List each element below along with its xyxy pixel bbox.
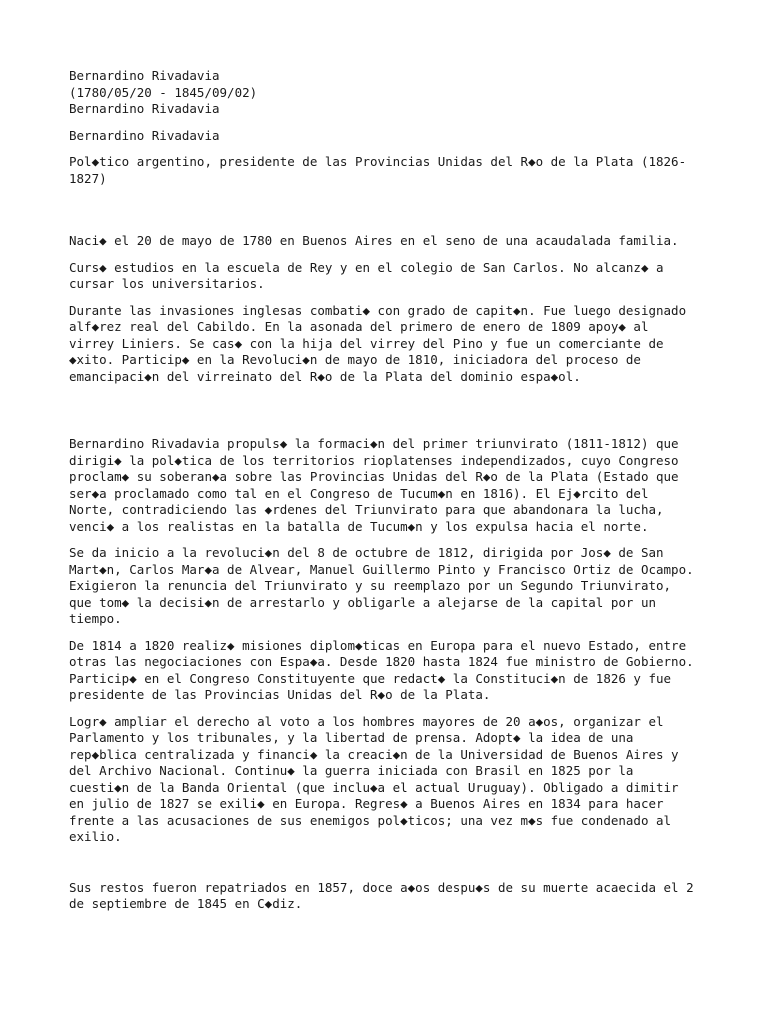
person-name-and-dates <box>69 68 729 118</box>
text-line: Exigieron la renuncia del Triunvirato y su reemplazo por un Segundo Triunvirato, <box>69 578 672 593</box>
text-line: Parlamento y los tribunales, y la libertad de prensa. Adopt◆ la idea de una <box>69 730 634 745</box>
birth-paragraph <box>69 233 729 250</box>
text-line: 1827) <box>69 170 107 186</box>
text-line: Durante las invasiones inglesas combati◆ con grado de capit◆n. Fue luego designado <box>69 302 687 318</box>
text-line: proclam◆ su soberan◆a sobre las Provincias Unidas del R◆o de la Plata (Estado que <box>69 469 679 484</box>
revolution-1812-paragraph <box>69 545 729 628</box>
document-text <box>69 68 729 923</box>
text-line: Sus restos fueron repatriados en 1857, doce a◆os despu◆s de su muerte acaecida el 2 <box>69 879 694 895</box>
remains-repatriation-paragraph <box>69 880 729 913</box>
text-line: Norte, contradiciendo las ◆rdenes del Triunvirato para que abandonara la lucha, <box>69 502 664 517</box>
text-line: Mart◆n, Carlos Mar◆a de Alvear, Manuel Guillermo Pinto y Francisco Ortiz de Ocampo. <box>69 561 694 577</box>
text-line: ser◆a proclamado como tal en el Congreso de Tucum◆n en 1816). El Ej◆rcito del <box>69 485 649 501</box>
text-line: Pol◆tico argentino, presidente de las Provincias Unidas del R◆o de la Plata (1826- <box>69 154 687 169</box>
reforms-exile-paragraph <box>69 714 729 846</box>
text-line: cursar los universitarios. <box>69 276 265 291</box>
person-name-repeat <box>69 128 729 145</box>
text-line: frente a las acusaciones de sus enemigos pol◆ticos; una vez m◆s fue condenado al <box>69 812 672 828</box>
text-line: Curs◆ estudios en la escuela de Rey y en el colegio de San Carlos. No alcanz◆ a <box>69 259 664 275</box>
text-line: exilio. <box>69 829 122 844</box>
text-line: emancipaci◆n del virreinato del R◆o de la Plata del dominio espa◆ol. <box>69 368 581 384</box>
text-line: en julio de 1827 se exili◆ en Europa. Regres◆ a Buenos Aires en 1834 para hacer <box>69 796 664 811</box>
education-paragraph <box>69 260 729 293</box>
blank-gap <box>69 395 729 436</box>
text-line: virrey Liniers. Se cas◆ con la hija del virrey del Pino y fue un comerciante de <box>69 335 664 351</box>
text-line: cuesti◆n de la Banda Oriental (que inclu◆a el actual Uruguay). Obligado a dimitir <box>69 779 679 795</box>
text-line: Logr◆ ampliar el derecho al voto a los hombres mayores de 20 a◆os, organizar el <box>69 713 664 729</box>
text-line: Bernardino Rivadavia <box>69 68 220 83</box>
text-line: alf◆rez real del Cabildo. En la asonada del primero de enero de 1809 apoy◆ al <box>69 319 649 334</box>
text-line: tiempo. <box>69 611 122 626</box>
diplomacy-ministry-paragraph <box>69 638 729 704</box>
text-line: de septiembre de 1845 en C◆diz. <box>69 896 303 911</box>
text-line: Particip◆ en el Congreso Constituyente que redact◆ la Constituci◆n de 1826 y fue <box>69 670 672 686</box>
text-line: que tom◆ la decisi◆n de arrestarlo y obligarle a alejarse de la capital por un <box>69 594 656 610</box>
text-line: De 1814 a 1820 realiz◆ misiones diplom◆ticas en Europa para el nuevo Estado, entre <box>69 637 687 653</box>
person-description <box>69 154 729 187</box>
text-line: dirigi◆ la pol◆tica de los territorios rioplatenses independizados, cuyo Congreso <box>69 452 679 468</box>
text-line: venci◆ a los realistas en la batalla de Tucum◆n y los expulsa hacia el norte. <box>69 518 649 534</box>
text-line: (1780/05/20 - 1845/09/02) <box>69 84 258 100</box>
text-line: Bernardino Rivadavia propuls◆ la formaci◆n del primer triunvirato (1811-1812) que <box>69 436 679 451</box>
text-line: Bernardino Rivadavia <box>69 127 220 143</box>
text-line: Naci◆ el 20 de mayo de 1780 en Buenos Aires en el seno de una acaudalada familia. <box>69 233 679 248</box>
early-career-paragraph <box>69 303 729 386</box>
text-line: rep◆blica centralizada y financi◆ la creaci◆n de la Universidad de Buenos Aires y <box>69 746 679 762</box>
text-line: otras las negociaciones con Espa◆a. Desde 1820 hasta 1824 fue ministro de Gobierno. <box>69 654 694 669</box>
first-triumvirate-paragraph <box>69 436 729 535</box>
text-line: presidente de las Provincias Unidas del R◆o de la Plata. <box>69 687 491 702</box>
text-line: Bernardino Rivadavia <box>69 101 220 116</box>
blank-gap <box>69 856 729 880</box>
text-line: del Archivo Nacional. Continu◆ la guerra iniciada con Brasil en 1825 por la <box>69 763 634 778</box>
text-line: Se da inicio a la revoluci◆n del 8 de octubre de 1812, dirigida por Jos◆ de San <box>69 545 664 560</box>
blank-gap <box>69 197 729 233</box>
text-line: ◆xito. Particip◆ en la Revoluci◆n de mayo de 1810, iniciadora del proceso de <box>69 352 641 367</box>
